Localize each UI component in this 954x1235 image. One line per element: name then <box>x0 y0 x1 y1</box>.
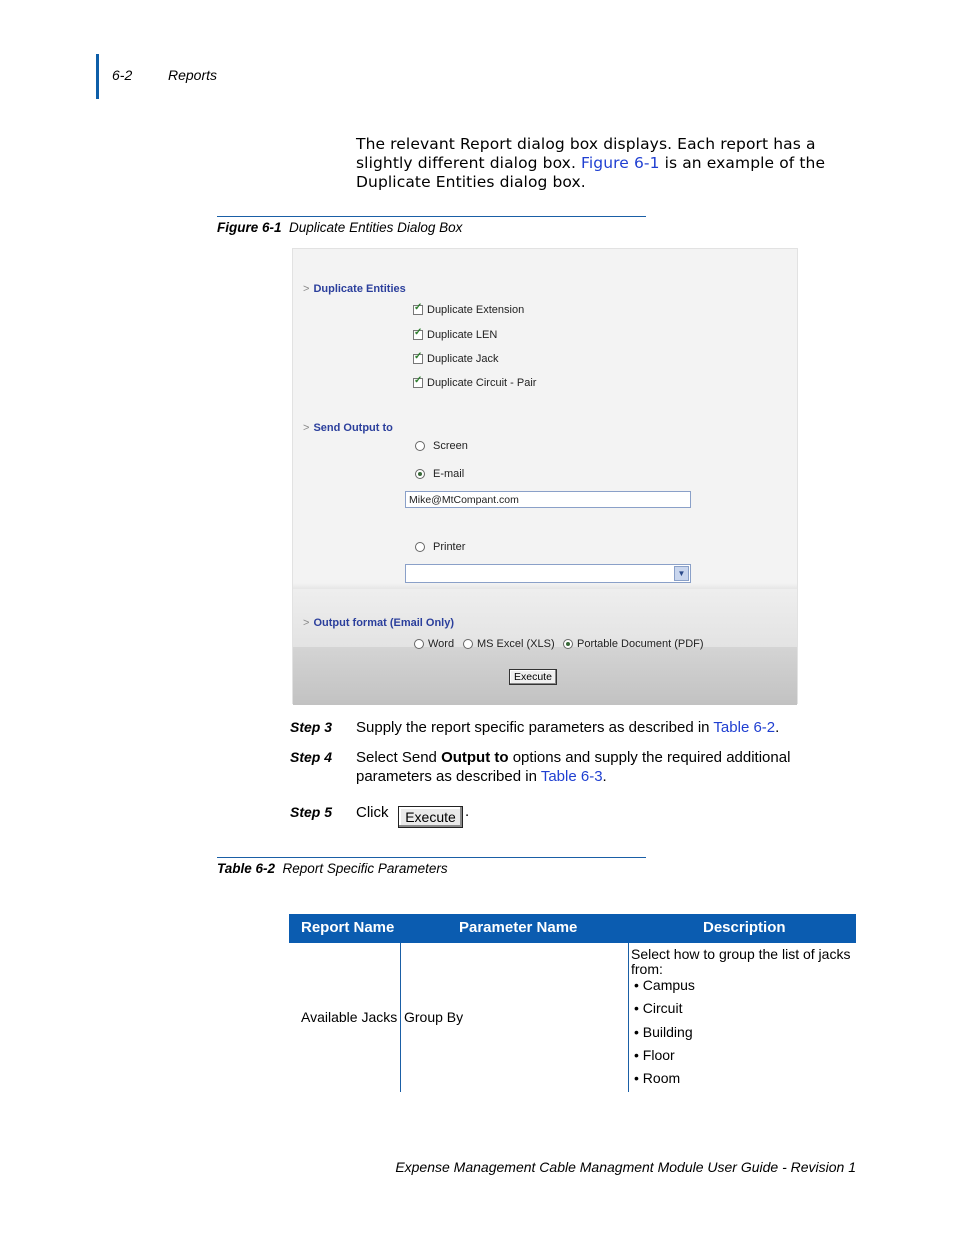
list-item: • Floor <box>634 1047 675 1063</box>
radio-word[interactable]: Word <box>414 638 454 650</box>
list-item: • Campus <box>634 977 695 993</box>
checkbox-duplicate-len[interactable]: ✓ Duplicate LEN <box>413 329 497 341</box>
intro-text-before: The relevant Report dialog box displays. Each report has a slightly different dialog box. <box>356 135 816 172</box>
chevron-right-icon: > <box>303 283 310 295</box>
send-output-heading: > Send Output to <box>303 422 393 434</box>
cell-report-name: Available Jacks <box>301 1009 398 1025</box>
intro-text-after: is an example of the Duplicate Entities dialog box. <box>356 154 826 191</box>
cell-parameter-name: Group By <box>404 1009 464 1025</box>
radio-icon <box>415 542 425 552</box>
page-number: 6-2 <box>112 67 133 83</box>
list-item: • Building <box>634 1024 693 1040</box>
step-4-label: Step 4 <box>290 749 333 765</box>
duplicate-entities-heading: > Duplicate Entities <box>303 283 406 295</box>
step-5-label: Step 5 <box>290 804 333 820</box>
table-title: Report Specific Parameters <box>282 861 448 876</box>
execute-button[interactable]: Execute <box>509 669 557 685</box>
email-input[interactable] <box>405 491 691 508</box>
chevron-right-icon: > <box>303 617 310 629</box>
header-parameter-name: Parameter Name <box>459 919 578 936</box>
header-description: Description <box>703 919 786 936</box>
chevron-down-icon[interactable]: ▼ <box>674 566 689 581</box>
figure-title: Duplicate Entities Dialog Box <box>289 220 463 235</box>
checkbox-checked-icon <box>413 378 423 388</box>
step-4-text: Select Send Output to options and supply the required additional parameters as described in Table 6-3. <box>356 749 791 785</box>
figure-label: Figure 6-1 <box>217 220 282 235</box>
checkbox-checked-icon <box>413 354 423 364</box>
step-3-label: Step 3 <box>290 719 333 735</box>
radio-selected-icon <box>415 469 425 479</box>
header-rule <box>96 54 99 99</box>
radio-icon <box>415 441 425 451</box>
table-caption <box>217 861 448 876</box>
cell-description-intro: Select how to group the list of jacks <box>631 946 851 962</box>
duplicate-entities-dialog <box>292 248 798 704</box>
checkbox-duplicate-extension[interactable]: ✓ Duplicate Extension <box>413 304 524 316</box>
table-header <box>289 914 856 943</box>
figure-caption <box>217 220 462 235</box>
radio-icon <box>463 639 473 649</box>
list-item: • Room <box>634 1070 681 1086</box>
radio-printer[interactable]: Printer <box>415 541 465 553</box>
printer-select[interactable] <box>405 564 691 583</box>
header-report-name: Report Name <box>301 919 395 936</box>
section-title: Reports <box>168 67 218 83</box>
output-format-heading: > Output format (Email Only) <box>303 617 454 629</box>
figure-link[interactable]: Figure 6-1 <box>581 154 660 172</box>
step-5-period: . <box>465 803 470 820</box>
radio-icon <box>414 639 424 649</box>
radio-screen[interactable]: Screen <box>415 440 468 452</box>
page-footer: Expense Management Cable Managment Module User Guide - Revision 1 <box>395 1159 856 1175</box>
table-column-divider <box>400 943 401 1092</box>
checkbox-duplicate-circuit-pair[interactable]: ✓ Duplicate Circuit - Pair <box>413 377 536 389</box>
step-5-text: Click <box>356 804 389 821</box>
radio-excel[interactable]: MS Excel (XLS) <box>463 638 555 650</box>
list-item: • Circuit <box>634 1000 683 1016</box>
chevron-right-icon: > <box>303 422 310 434</box>
figure-caption-rule <box>217 216 646 217</box>
radio-pdf[interactable]: Portable Document (PDF) <box>563 638 704 650</box>
cell-description-intro: from: <box>631 961 663 977</box>
table-6-2-link[interactable]: Table 6-2 <box>713 719 776 736</box>
table-column-divider <box>628 943 629 1092</box>
execute-button-image[interactable]: Execute <box>398 806 463 828</box>
table-caption-rule <box>217 857 646 858</box>
checkbox-checked-icon <box>413 305 423 315</box>
table-6-3-link[interactable]: Table 6-3 <box>540 768 603 785</box>
checkbox-duplicate-jack[interactable]: ✓ Duplicate Jack <box>413 353 499 365</box>
intro-paragraph <box>356 135 836 192</box>
table-label: Table 6-2 <box>217 861 276 876</box>
checkbox-checked-icon <box>413 330 423 340</box>
radio-email[interactable]: E-mail <box>415 468 464 480</box>
step-3-text: Supply the report specific parameters as described in Table 6-2. <box>356 719 780 736</box>
radio-selected-icon <box>563 639 573 649</box>
